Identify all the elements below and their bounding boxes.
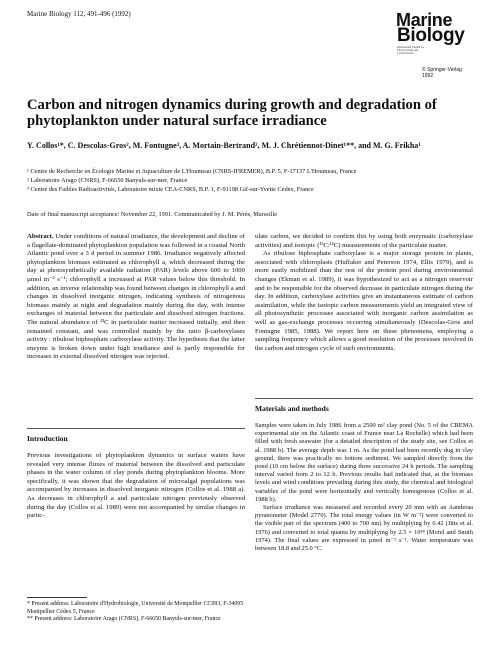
abstract-right-column bbox=[255, 233, 473, 353]
affiliations bbox=[27, 167, 472, 194]
journal-reference: Marine Biology 112, 491-496 (1992) bbox=[27, 10, 131, 18]
abstract-paragraph-2: As ribulose biphosphate carboxylase is a major storage protein in plants, associated with chloroplasts (Huffaker and Peterson 1974, Ellis 1979), and is more easily mobilized than the rest of the protein pool during environmental changes (Ekman et al. 1989), it was hypothesized to act as a nitrogen reservoir and to be responsible for the observed decrease in particulate nitrogen during the day. In addition, carboxylase activities give an instantaneous estimate of carbon assimilation, while the isotopic carbon measurements yield an integrated view of all photosynthetic processes associated with inorganic carbon assimilation as well as gas-exchange processes occurring simultaneously (Descolas-Gros and Fontugne 1985, 1988). We report here on these phenomena, employing a sampling frequency which allows a good resolution of the processes involved in the carbon and nitrogen cycle of such environments. bbox=[255, 250, 473, 352]
journal-logo bbox=[394, 12, 474, 78]
methods-paragraph-2: Surface irradiance was measured and recorded every 20 min with an Aanderaa pyranometer (Model 2770). The total energy values (in W m⁻²) were converted to the visible part of the spectrum (400 to 700 nm) by multiplying by 0.42 (Jitts et al. 1976) and converted to total quanta by multiplying by 2.5 × 10¹⁸ (Morel and Smith 1974). The final values are expressed in µmol m⁻² s⁻¹. Water temperature was between 18.8 and 25.0 °C. bbox=[255, 504, 473, 553]
abstract-text: Under conditions of natural irradiance, the development and decline of a flagellate-dominated phytoplankton population was followed in a coastal North Atlantic pond over a 3 d period in summer 1986. Irradiance negatively affected phytoplankton biomass estimated as chlorophyll a, which decreased during the day at photosynthetically available radiation (PAR) levels above 600 to 1000 µmol m⁻² s⁻¹; chlorophyll a increased at PAR values below this threshold. In addition, an inverse relationship was found between changes in chlorophyll a and changes in dissolved inorganic nitrogen, indicating synthesis of nitrogenous biomass mainly at night and degradation mainly during the day, with intense exchanges of material between the particulate and dissolved nitrogen fractions. The natural abundance of ¹³C in particulate matter increased initially, and then remained constant, and was controlled mainly by the ratio β-carboxylases activity : ribulose biphosphate carboxylase activity. The hypothesis that the latter enzyme is broken down under high irradiance and is partly responsible for increases in external dissolved nitrogen was rejected. bbox=[27, 233, 245, 361]
article-title: Carbon and nitrogen dynamics during growth and degradation of phytoplankton under natural surface irradiance bbox=[27, 97, 437, 129]
abstract-label: Abstract. bbox=[27, 233, 54, 240]
affiliation-2: ² Laboratoire Arago (CNRS), F-66650 Banyuls-sur-mer, France bbox=[27, 177, 188, 184]
author-list: Y. Collos¹*, C. Descolas-Gros², M. Fontugne³, A. Mortain-Bertrand², M. J. Chrétiennot-Dinet¹**, and M. G. Frikha¹ bbox=[27, 141, 421, 150]
abstract-continuation: ulate carbon, we decided to confirm this by using both enzymatic (carboxylase activities) and isotopic (¹³C:¹²C) measurements of the particulate matter. bbox=[255, 233, 473, 249]
introduction-heading: Introduction bbox=[27, 434, 68, 443]
footnote-2: ** Present address: Laboratoire Arago (CNRS), F-66650 Banyuls-sur-mer, France bbox=[27, 616, 221, 623]
abstract-left-column bbox=[27, 233, 245, 362]
logo-marine-word: Marine bbox=[396, 10, 453, 30]
affiliation-3: ³ Centre des Faibles Radioactivités, Laboratoire mixte CEA-CNRS, B.P. 1, F-91198 Gif-sur-Yvette Cedex, France bbox=[27, 186, 314, 193]
footnote-rule bbox=[27, 597, 87, 598]
logo-tagline: International Journal on Life in Oceans and Coastal Waters bbox=[397, 46, 424, 55]
section-divider bbox=[27, 428, 245, 429]
affiliation-1: ¹ Centre de Recherche en Écologie Marine et Aquaculture de L'Houmeau (CNRS-IFREMER), B.P. 5, F-17137 L'Houmeau, France bbox=[27, 168, 357, 175]
methods-paragraph-1: Samples were taken in July 1986 from a 2500 m² clay pond (No. 5 of the CREMA experimental site on the Atlantic coast of France near La Rochelle) which had been filled with fresh seawater (for a detailed description of the study site, see Collos et al. 1988 b). The average depth was 1 m. As the pond had been recently dug in clay ground, there was practically no bottom sediment. We sampled directly from the pond (10 cm below the surface) during three successive 24 h periods. The sampling interval varied from 2 to 12 h. Previous results had indicated that, at the biomass levels and wind conditions prevailing during this study, the chemical and biological variables of the pond were horizontally and vertically homogenous (Collos et al. 1988 b). bbox=[255, 422, 473, 503]
logo-biology-word: Biology bbox=[397, 25, 465, 46]
logo-copyright: © Springer-Verlag 1992 bbox=[422, 67, 462, 79]
introduction-text: Previous investigations of phytoplankton dynamics in surface waters have revealed very intense fluxes of material between the dissolved and particulate phases in the water column of clay ponds during phytoplankton blooms. More specifically, it was shown that the degradation of microalgal populations was accompanied by increases in dissolved inorganic nitrogen (Collos et al. 1988 a). As decreases in chlorophyll a and particulate nitrogen previously observed during the day (Collos et al. 1989) were not accompanied by similar changes in partic- bbox=[27, 452, 245, 520]
methods-text bbox=[255, 422, 473, 553]
section-divider bbox=[255, 398, 473, 399]
methods-heading: Materials and methods bbox=[255, 404, 329, 413]
footnote-1: * Present address: Laboratoire d'Hydrobiologie, Université de Montpellier CC093, F-34095 Montpellier Cédex 5, France bbox=[27, 601, 244, 615]
acceptance-dates: Date of final manuscript acceptance: November 22, 1991. Communicated by J. M. Pérès, Marseille bbox=[27, 211, 278, 218]
footnotes bbox=[27, 601, 245, 624]
